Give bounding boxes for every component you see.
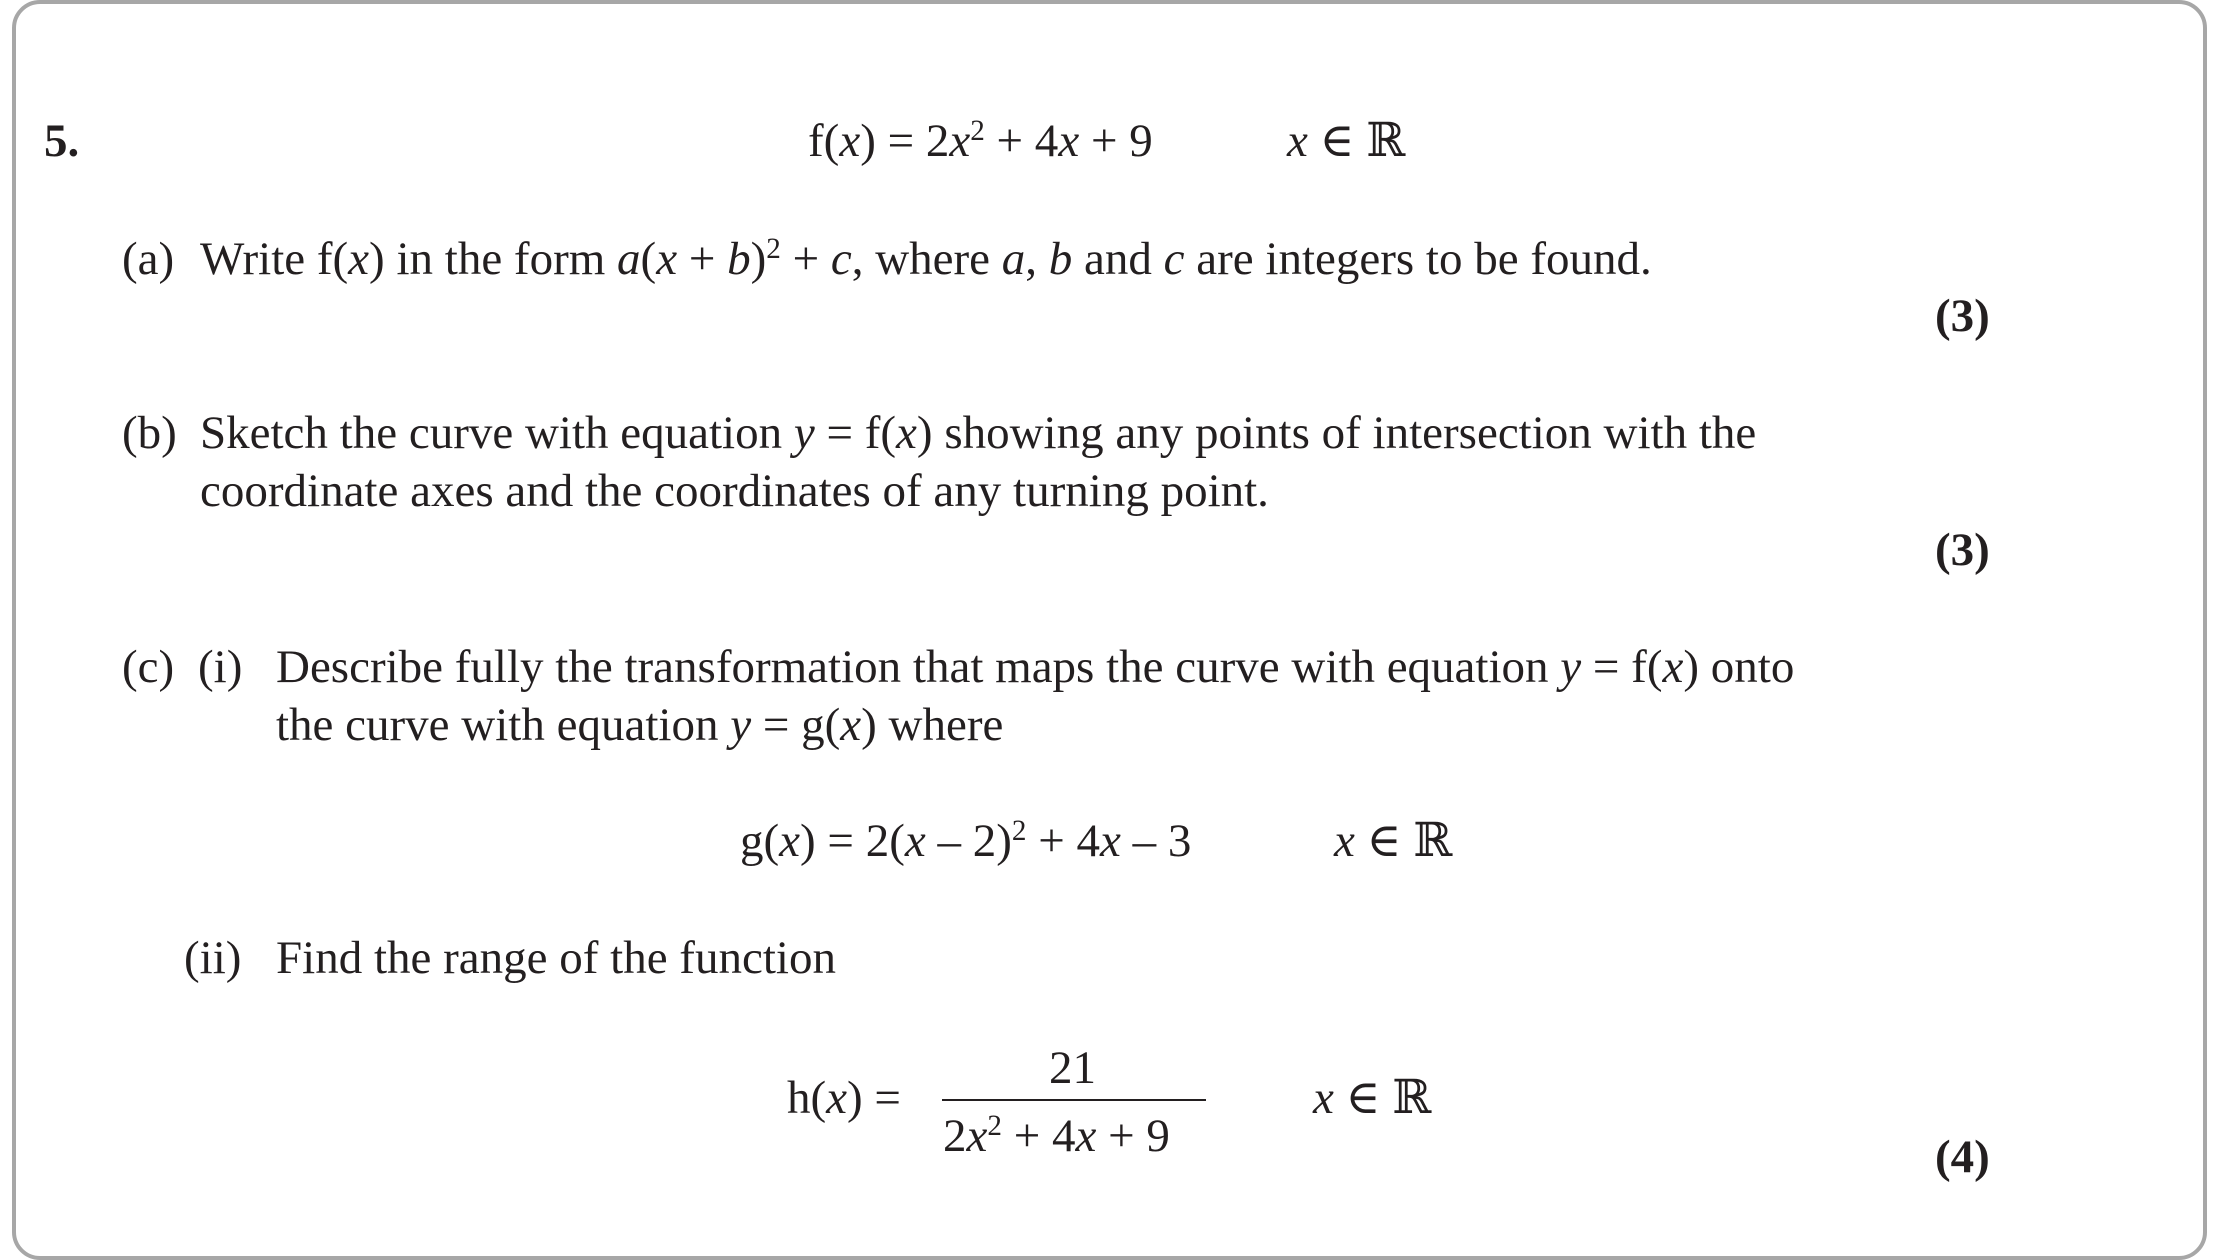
part-b-marks: (3) bbox=[1935, 524, 1990, 576]
part-b-line-1: Sketch the curve with equation y = f(x) showing any points of intersection with the bbox=[200, 407, 1757, 459]
h-fraction-bar bbox=[942, 1099, 1206, 1101]
main-equation-domain: x ∈ ℝ bbox=[1287, 115, 1406, 167]
part-c-ii-text: Find the range of the function bbox=[276, 932, 836, 984]
h-fraction-numerator: 21 bbox=[1049, 1042, 1096, 1094]
g-equation-domain: x ∈ ℝ bbox=[1334, 815, 1453, 867]
question-page bbox=[12, 0, 2207, 1260]
part-c-label: (c) bbox=[122, 641, 175, 693]
part-b-line-2: coordinate axes and the coordinates of any turning point. bbox=[200, 465, 1269, 517]
part-a-text: Write f(x) in the form $a(x + b)^2 + c$, where a, b and c are integers to be found. bbox=[200, 232, 1652, 285]
part-a-label: (a) bbox=[122, 233, 175, 285]
part-c-ii-label: (ii) bbox=[184, 932, 242, 984]
part-b-label: (b) bbox=[122, 407, 177, 459]
part-c-i-label: (i) bbox=[198, 641, 243, 693]
question-number: 5. bbox=[44, 115, 80, 167]
part-a-marks: (3) bbox=[1935, 290, 1990, 342]
part-c-i-line-2: the curve with equation y = g(x) where bbox=[276, 699, 1004, 751]
part-c-marks: (4) bbox=[1935, 1131, 1990, 1183]
part-c-i-line-1: Describe fully the transformation that maps the curve with equation y = f(x) onto bbox=[276, 641, 1795, 693]
h-equation-domain: x ∈ ℝ bbox=[1313, 1072, 1432, 1124]
h-equation-lhs: h(x) = bbox=[787, 1072, 901, 1124]
h-fraction-denominator: $2x^2 + 4x + 9$ bbox=[943, 1109, 1170, 1162]
g-equation: g(x) = 2(x – 2)$^2$ + 4x – 3 bbox=[740, 814, 1192, 867]
main-equation: $f(x) = 2x^2 + 4x + 9$ bbox=[808, 114, 1153, 167]
